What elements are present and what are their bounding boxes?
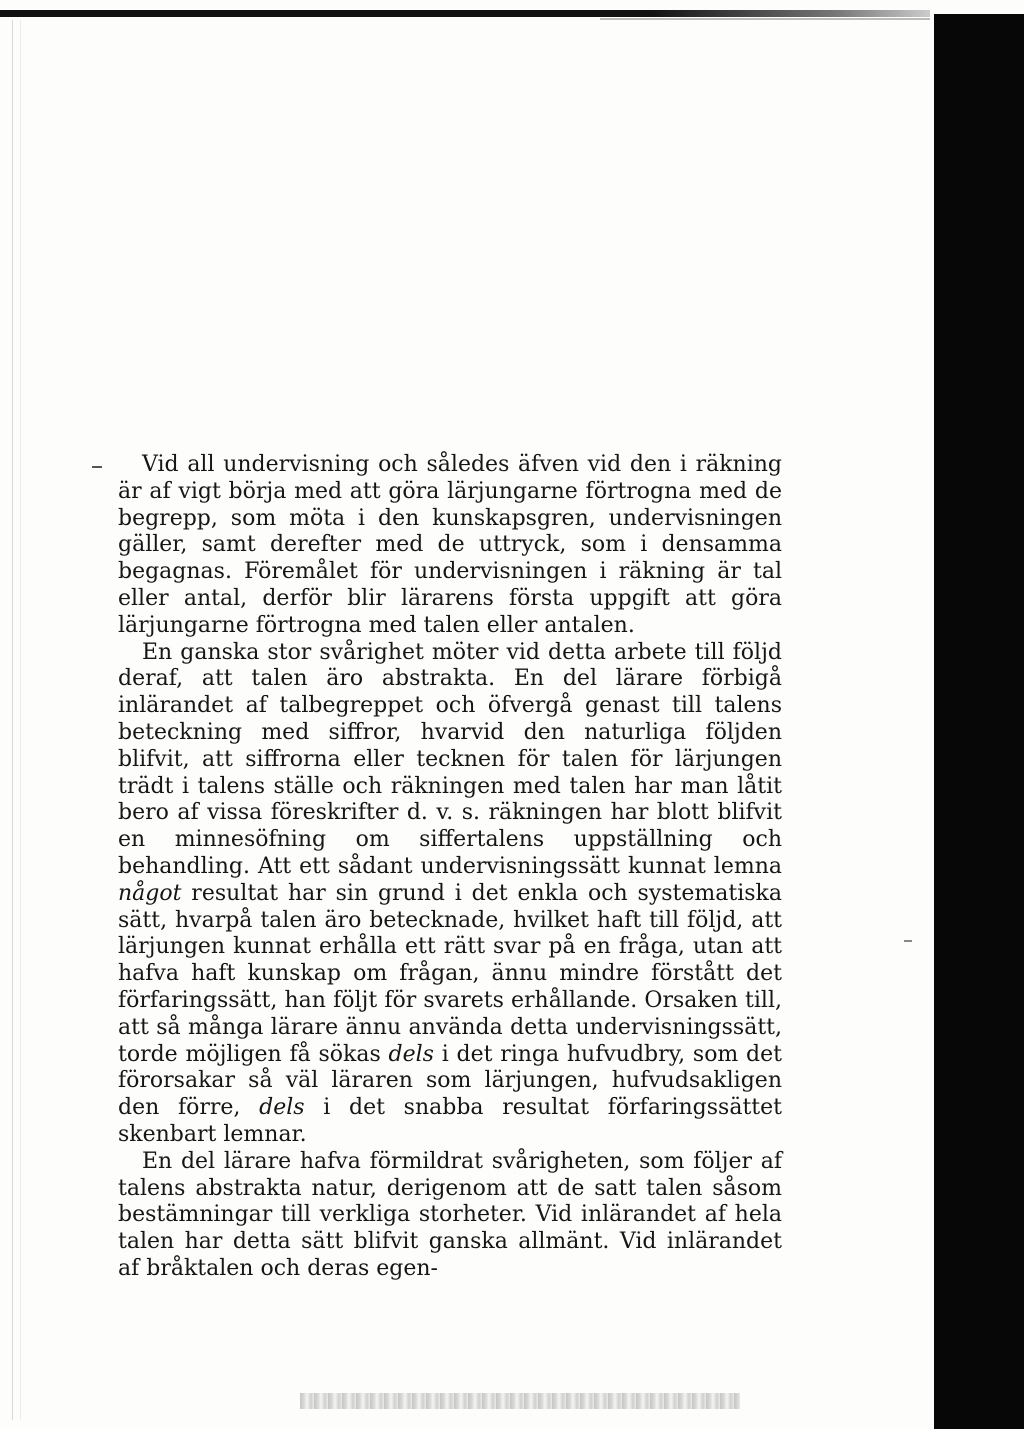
paragraph [118, 640, 782, 1149]
paragraph [118, 452, 782, 640]
top-border-rule [0, 10, 930, 17]
italic-text-segment: dels [259, 1095, 305, 1121]
left-margin-line [12, 20, 13, 1420]
italic-text-segment: dels [388, 1041, 434, 1067]
text-segment: i det snabba resultat förfaringssättet skenbart lemnar. [118, 1095, 782, 1147]
margin-dash-mark [904, 940, 912, 942]
scan-dark-edge [934, 14, 1024, 1429]
left-margin-line-faint [20, 20, 21, 1420]
bottom-print-smudge [300, 1393, 740, 1409]
body-text [118, 452, 782, 1283]
text-segment: i det ringa hufvudbry, som det förorsakar så väl läraren som lärjungen, hufvudsakligen den förre, [118, 1041, 782, 1121]
margin-dash-mark [92, 466, 102, 468]
text-segment: resultat har sin grund i det enkla och systematiska sätt, hvarpå talen äro betecknade, hvilket haft till följd, att lärjungen kunnat erhålla ett rätt svar på en fråga, utan att hafva haft kunskap om frågan, ännu mindre förstått det förfaringssätt, han följt för svarets erhållande. Orsaken till, att så många lärare ännu använda detta undervisningssätt, torde möjligen få sökas [118, 880, 782, 1067]
italic-text-segment: något [118, 880, 182, 906]
text-segment: Vid all undervisning och således äfven vid den i räkning är af vigt börja med att göra lärjungarne förtrogna med de begrepp, som möta i den kunskapsgren, undervisningen gäller, samt derefter med de uttryck, som i densamma begagnas. Föremålet för undervisningen i räkning är tal eller antal, derför blir lärarens första uppgift att göra lärjungarne förtrogna med talen eller antalen. [118, 452, 782, 638]
text-segment: En del lärare hafva förmildrat svårigheten, som följer af talens abstrakta natur, derigenom att de satt talen såsom bestämningar till verkliga storheter. Vid inlärandet af hela talen har detta sätt blifvit ganska allmänt. Vid inlärandet af bråktalen och deras egen- [118, 1148, 782, 1281]
paragraph [118, 1149, 782, 1283]
text-segment: En ganska stor svårighet möter vid detta arbete till följd deraf, att talen äro abstrakta. En del lärare förbigå inlärandet af talbegreppet och öfvergå genast till talens beteckning med siffror, hvarvid den naturliga följden blifvit, att siffrorna eller tecknen för talen för lärjungen trädt i talens ställe och räkningen med talen har man låtit bero af vissa föreskrifter d. v. s. räkningen har blott blifvit en minnesöfning om siffertalens uppställning och behandling. Att ett sådant undervisningssätt kunnat lemna [118, 639, 782, 879]
top-border-thin-rule [600, 18, 930, 20]
